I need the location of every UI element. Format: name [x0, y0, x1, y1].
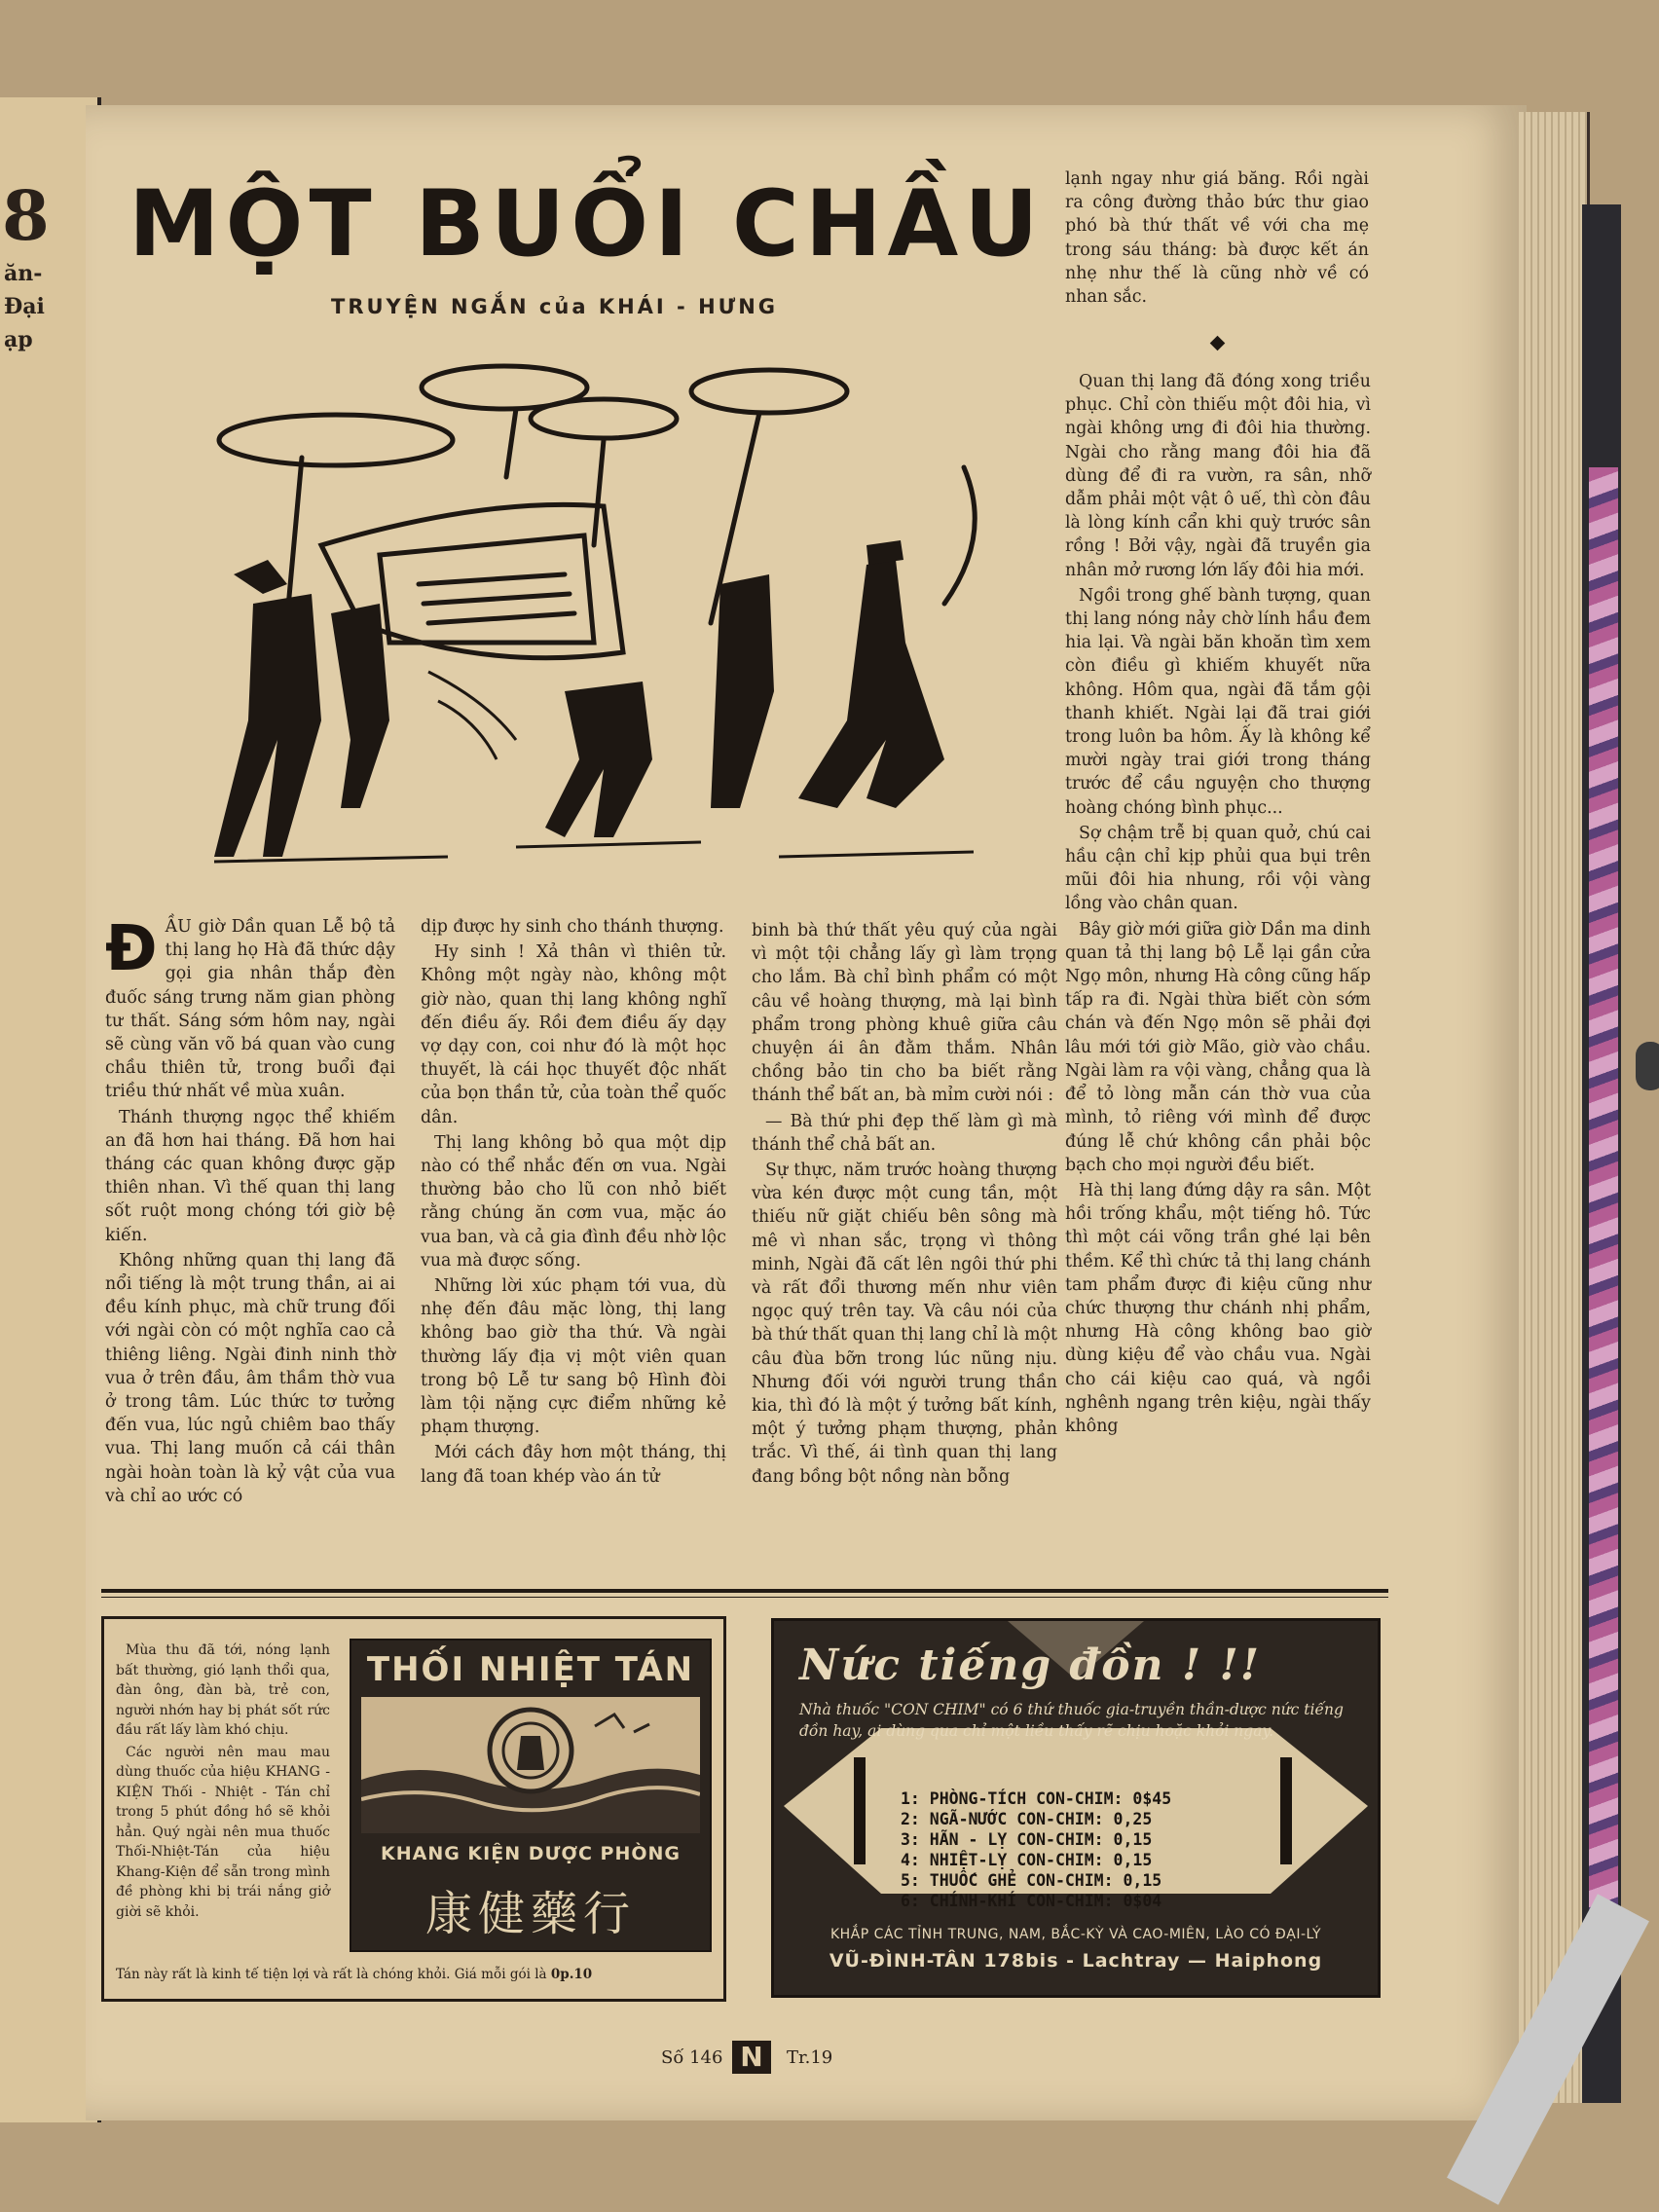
left-fragment: Đại	[4, 294, 45, 319]
product-label	[350, 1639, 712, 1952]
article-column-3	[752, 919, 1057, 1491]
article-title: MỘT BUỔI CHẦU	[129, 171, 1045, 277]
section-rule	[101, 1589, 1388, 1593]
palanquin-illustration	[195, 350, 1003, 876]
advertisement-thoi-nhiet-tan	[101, 1616, 726, 2002]
ad-description: Nhà thuốc "CON CHIM" có 6 thứ thuốc gia-truyền thần-dược nức tiếng đồn hay, ai dùng qua chỉ một liều thấy rẽ chịu hoặc khỏi ngay.	[799, 1701, 1344, 1740]
paragraph: — Bà thứ phi đẹp thế làm gì mà thánh thể chả bất an.	[752, 1111, 1057, 1155]
price-row: 6: CHÍNH-KHÍ CON-CHIM: 0$04	[901, 1892, 1162, 1910]
issue-number: Số 146	[661, 2047, 723, 2068]
paragraph: Quan thị lang đã đóng xong triều phục. Chỉ còn thiếu một đôi hia, vì ngài không ưng đi đôi hia thường. Ngài cho rằng mang đôi hia đã dùng để đi ra vườn, ra sân, nhỡ dẫm phải một vật ô uế, thì còn đâu là lòng kính cẩn khi quỳ trước sân rồng ! Bởi vậy, ngài đã truyền gia nhân mở rương lớn lấy đôi hia mới.	[1065, 372, 1371, 580]
article-column-4-top	[1065, 167, 1369, 311]
price-row: 1: PHÒNG-TÍCH CON-CHIM: 0$45	[901, 1789, 1172, 1808]
paragraph: Sợ chậm trễ bị quan quở, chú cai hầu cận chỉ kịp phủi qua bụi trên mũi đôi hia nhung, rồi vội vàng lồng vào chân quan.	[1065, 823, 1371, 914]
parasol-4	[691, 370, 847, 413]
marbled-endpaper	[1589, 467, 1618, 1928]
ad-paragraph: Mùa thu đã tới, nóng lạnh bất thường, gió lạnh thổi qua, đàn ông, đàn bà, trẻ con, người nhớn hay bị phát sốt rức đầu rất lấy làm khó chịu.	[116, 1642, 330, 1738]
left-page-number: 8	[2, 175, 50, 256]
ad-agents: KHẮP CÁC TỈNH TRUNG, NAM, BẮC-KỲ VÀ CAO-MIÊN, LÀO CÓ ĐẠI-LÝ	[830, 1927, 1322, 1942]
parasol-1	[219, 415, 453, 465]
paragraph: Sự thực, năm trước hoàng thượng vừa kén được một cung tần, một thiếu nữ giặt chiếu bên sông mà mê vì nhan sắc, trọng vì thông minh, Ngài đã cất lên ngôi thứ phi và rất đổi thương mến như viên ngọc quý trên tay. Và câu nói của bà thứ thất quan thị lang chỉ là một câu đùa bỡn trong lúc nũng nịu. Nhưng đối với người trung thần kia, thì đó là một ý tưởng bất kính, một ý tưởng phạm thượng, phản trắc. Vì thế, ái tình quan thị lang đang bồng bột nồng nàn bỗng	[752, 1161, 1057, 1487]
paragraph: dịp được hy sinh cho thánh thượng.	[421, 917, 724, 937]
paragraph: ẦU giờ Dần quan Lễ bộ tả thị lang họ Hà đã thức dậy gọi gia nhân thắp đèn đuốc sáng trưng năm gian phòng tư thất. Sáng sớm hôm nay, ngài sẽ cùng văn võ bá quan vào cung chầu thiên tử, trong buổi đại triều thứ nhất về mùa xuân.	[105, 917, 395, 1102]
shop-name: KHANG KIỆN DƯỢC PHÒNG	[380, 1843, 681, 1864]
ad-footer-text: Tán này rất là kinh tế tiện lợi và rất là chóng khỏi. Giá mỗi gói là	[116, 1967, 551, 1982]
magazine-logo: N	[732, 2041, 771, 2074]
paragraph: Không những quan thị lang đã nổi tiếng là một trung thần, ai ai đều kính phục, mà chữ trung đối với ngài còn có một nghĩa cao cả thiêng liêng. Ngài đinh ninh thờ vua ở trên đầu, âm thầm thờ vua ở trong tâm. Lúc thức tơ tưởng đến vua, lúc ngủ chiêm bao thấy vua. Thị lang muốn cả cái thân ngài hoàn toàn là kỷ vật của vua và chỉ ao ước có	[105, 1250, 395, 1506]
ad-price: 0p.10	[550, 1967, 593, 1982]
paragraph: Hy sinh ! Xả thân vì thiên tử. Không một ngày nào, không một giờ nào, quan thị lang không nghĩ đến điều ấy. Rồi đem điều ấy dạy vợ dạy con, coi như đó là một học thuyết, là cái học thuyết độc nhất của bọn thần tử, của toàn thể quốc dân.	[421, 942, 726, 1127]
ad-title: Nức tiếng đồn ! !!	[799, 1641, 1262, 1690]
parasol-3	[531, 399, 677, 438]
seal-emblem-icon	[361, 1697, 700, 1833]
ad-paragraph: Các người nên mau mau dùng thuốc của hiệu KHANG - KIỆN Thối - Nhiệt - Tán chỉ trong 5 phút đồng hồ sẽ khỏi hẳn. Quý ngài nên mua thuốc Thối-Nhiệt-Tán của hiệu Khang-Kiện để sẵn trong mình đề phòng khi bị trái nắng giở giời sẽ khỏi.	[116, 1744, 330, 1920]
price-row: 4: NHIỆT-LỴ CON-CHIM: 0,15	[901, 1851, 1153, 1869]
article-column-2	[421, 915, 726, 1491]
chinese-name: 康健藥行	[424, 1887, 636, 1941]
advertisement-con-chim	[771, 1618, 1381, 1998]
ad-address: VŨ-ĐÌNH-TÂN 178bis - Lachtray — Haiphong	[829, 1950, 1323, 1972]
paragraph: Những lời xúc phạm tới vua, dù nhẹ đến đâu mặc lòng, thị lang không bao giờ tha thứ. Và ngài thường lấy địa vị một viên quan trong bộ Lễ tư sang bộ Hình đòi làm tội nặng cực điểm những kẻ phạm thượng.	[421, 1276, 726, 1438]
binding-clip	[1636, 1042, 1659, 1090]
product-title: THỐI NHIỆT TÁN	[366, 1650, 695, 1689]
paragraph: lạnh ngay như giá băng. Rồi ngài ra công đường thảo bức thư giao phó bà thứ thất về với cha mẹ trong sáu tháng: bà được kết án nhẹ như thế là cũng nhờ về có nhan sắc.	[1065, 169, 1369, 308]
page-number: Tr.19	[787, 2047, 833, 2068]
paragraph: binh bà thứ thất yêu quý của ngài vì một tội chẳng lấy gì làm trọng cho lắm. Bà chỉ bình phẩm có một câu về hoàng thượng, mà lại bình phẩm trong phòng khuê giữa câu chuyện ái ân đằm thắm. Nhân chồng bảo tin cho ba biết rằng thánh thể bất an, bà mỉm cười nói :	[752, 921, 1057, 1106]
article-column-1	[105, 915, 395, 1510]
left-fragment: ạp	[4, 327, 33, 352]
paragraph: Hà thị lang đứng dậy ra sân. Một hồi trống khẩu, một tiếng hô. Tức thì một cái võng trần ghé lại bên thềm. Kể thì chức tả thị lang chánh tam phẩm được đi kiệu cũng như chức thượng thư chánh nhị phẩm, nhưng Hà công không bao giờ dùng kiệu để vào chầu vua. Ngài cho cái kiệu cao quá, và ngồi nghênh ngang trên kiệu, ngài thấy không	[1065, 1180, 1371, 1436]
left-page-fragment	[0, 136, 68, 1110]
drop-cap: Đ	[105, 913, 158, 985]
paragraph: Mới cách đây hơn một tháng, thị lang đã toan khép vào án tử	[421, 1443, 726, 1487]
section-rule	[101, 1597, 1388, 1598]
price-row: 5: THUỐC GHẺ CON-CHIM: 0,15	[901, 1871, 1162, 1890]
article-column-4	[1065, 370, 1371, 1440]
left-fragment: ăn-	[4, 261, 43, 286]
price-row: 3: HÃN - LỴ CON-CHIM: 0,15	[901, 1830, 1153, 1849]
price-row: 2: NGÃ-NƯỚC CON-CHIM: 0,25	[901, 1810, 1153, 1828]
paragraph: Ngồi trong ghế bành tượng, quan thị lang nóng nảy chờ lính hầu đem hia lại. Và ngài băn khoăn tìm xem còn điều gì khiếm khuyết nữa không. Hôm qua, ngài đã tắm gội thanh khiết. Ngài lại đã trai giới trong luôn ba hôm. Ấy là không kể mười ngày trai giới trong tháng trước để cầu nguyện cho thượng hoàng chóng bình phục...	[1065, 585, 1371, 818]
paragraph: Thánh thượng ngọc thể khiếm an đã hơn hai tháng. Đã hơn hai tháng các quan không được gặp thiên nhan. Vì thế quan thị lang sốt ruột mong chóng tới giờ bệ kiến.	[105, 1107, 395, 1245]
page-stack-edge	[1519, 112, 1590, 2103]
paragraph: Bây giờ mới giữa giờ Dần ma dinh quan tả thị lang bộ Lễ lại gần cửa Ngọ môn, nhưng Hà công cũng hấp tấp ra đi. Ngài thừa biết còn sớm chán và đến Ngọ môn sẽ phải đợi lâu mới tới giờ Mão, giờ vào chầu. Ngài làm ra vội vàng, chẳng qua là để tỏ lòng mẫn cán thờ vua của mình, tỏ riêng với mình để được đúng lễ chứ không cần phải bộc bạch cho mọi người đều biết.	[1065, 919, 1371, 1175]
product-price-list	[901, 1788, 1251, 1911]
ad-body-text	[116, 1641, 330, 1924]
paragraph: Thị lang không bỏ qua một dịp nào có thể nhắc đến ơn vua. Ngài thường bảo cho lũ con nhỏ biết rằng chúng ăn cơm vua, mặc áo vua ban, và cả gia đình đều nhờ lộc vua mà được sống.	[421, 1132, 726, 1271]
ad-footer	[116, 1967, 712, 1982]
article-byline: TRUYỆN NGẮN của KHÁI - HƯNG	[331, 295, 778, 318]
